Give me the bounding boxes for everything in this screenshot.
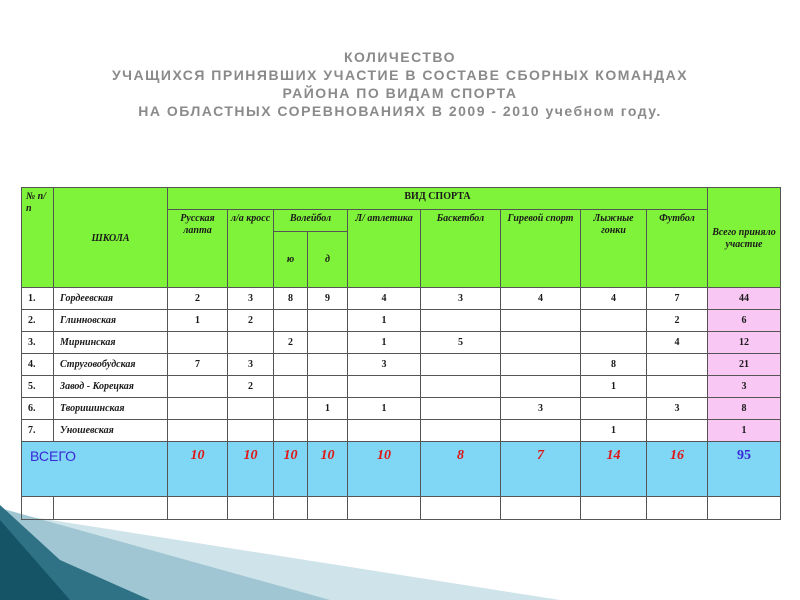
totals-label: ВСЕГО [22,442,168,497]
la-cross [228,332,274,354]
lapta: 7 [168,354,228,376]
row-total: 6 [708,310,781,332]
header-basketball: Баскетбол [421,210,501,288]
basketball [421,310,501,332]
header-lapta: Русская лапта [168,210,228,288]
basketball [421,354,501,376]
weights [501,354,581,376]
header-volley-girls: д [308,232,348,288]
weights [501,332,581,354]
totals-all: 95 [708,442,781,497]
table-row [22,420,781,442]
athletics: 1 [348,310,421,332]
volley-boys [274,354,308,376]
athletics: 1 [348,398,421,420]
volley-girls: 1 [308,398,348,420]
table-row [22,288,781,310]
la-cross: 3 [228,288,274,310]
la-cross: 2 [228,376,274,398]
weights: 4 [501,288,581,310]
table-row [22,398,781,420]
row-num: 6. [22,398,54,420]
volley-boys: 2 [274,332,308,354]
skiing [581,310,647,332]
athletics: 3 [348,354,421,376]
header-num: № п/п [22,188,54,288]
athletics [348,376,421,398]
header-volleyball: Волейбол [274,210,348,232]
totals-athletics: 10 [348,442,421,497]
row-num: 3. [22,332,54,354]
la-cross [228,398,274,420]
weights: 3 [501,398,581,420]
lapta: 1 [168,310,228,332]
athletics: 1 [348,332,421,354]
row-num: 1. [22,288,54,310]
football [647,420,708,442]
table-body [22,288,781,442]
row-total: 44 [708,288,781,310]
lapta [168,420,228,442]
volley-boys [274,398,308,420]
volley-girls [308,420,348,442]
table-row [22,354,781,376]
row-total: 12 [708,332,781,354]
row-num: 2. [22,310,54,332]
table-row [22,310,781,332]
basketball [421,398,501,420]
title-line-1: КОЛИЧЕСТВО [343,49,457,65]
totals-basketball: 8 [421,442,501,497]
totals-lapta: 10 [168,442,228,497]
title-line-2: УЧАЩИХСЯ ПРИНЯВШИХ УЧАСТИЕ В СОСТАВЕ СБОРНЫХ КОМАНДАХ [111,67,689,83]
football: 4 [647,332,708,354]
volley-girls [308,354,348,376]
totals-volley-girls: 10 [308,442,348,497]
weights [501,420,581,442]
totals-row [22,442,781,497]
school-name: Уношевская [54,420,168,442]
volley-boys [274,420,308,442]
header-sport: ВИД СПОРТА [168,188,708,210]
la-cross: 2 [228,310,274,332]
volley-boys [274,376,308,398]
school-name: Мирнинская [54,332,168,354]
football: 3 [647,398,708,420]
empty-row [22,497,781,520]
la-cross [228,420,274,442]
school-name: Творишинская [54,398,168,420]
lapta: 2 [168,288,228,310]
title-line-4: НА ОБЛАСТНЫХ СОРЕВНОВАНИЯХ В 2009 - 2010 учебном году. [138,103,662,119]
football [647,354,708,376]
basketball: 5 [421,332,501,354]
totals-volley-boys: 10 [274,442,308,497]
header-school: ШКОЛА [54,188,168,288]
skiing: 4 [581,288,647,310]
title-line-3: РАЙОНА ПО ВИДАМ СПОРТА [282,85,518,101]
totals-cross: 10 [228,442,274,497]
football: 2 [647,310,708,332]
skiing [581,398,647,420]
football: 7 [647,288,708,310]
volley-girls [308,310,348,332]
school-name: Струговобудская [54,354,168,376]
header-athletics: Л/ атлетика [348,210,421,288]
row-num: 4. [22,354,54,376]
row-total: 1 [708,420,781,442]
table-row [22,332,781,354]
totals-football: 16 [647,442,708,497]
row-num: 5. [22,376,54,398]
school-name: Глинновская [54,310,168,332]
weights [501,376,581,398]
volley-girls [308,376,348,398]
school-name: Гордеевская [54,288,168,310]
athletics [348,420,421,442]
lapta [168,398,228,420]
header-skiing: Лыжные гонки [581,210,647,288]
school-name: Завод - Корецкая [54,376,168,398]
volley-boys: 8 [274,288,308,310]
lapta [168,376,228,398]
row-num: 7. [22,420,54,442]
la-cross: 3 [228,354,274,376]
basketball: 3 [421,288,501,310]
volley-girls [308,332,348,354]
volley-boys [274,310,308,332]
header-football: Футбол [647,210,708,288]
sports-participation-table [21,187,781,520]
slide-title [0,48,800,120]
weights [501,310,581,332]
table-row [22,376,781,398]
header-volley-boys: ю [274,232,308,288]
totals-skiing: 14 [581,442,647,497]
lapta [168,332,228,354]
header-total: Всего приняло участие [708,188,781,288]
row-total: 3 [708,376,781,398]
skiing: 1 [581,376,647,398]
skiing [581,332,647,354]
skiing: 1 [581,420,647,442]
volley-girls: 9 [308,288,348,310]
row-total: 8 [708,398,781,420]
basketball [421,376,501,398]
football [647,376,708,398]
header-weights: Гиревой спорт [501,210,581,288]
header-la-cross: л/а кросс [228,210,274,288]
totals-weights: 7 [501,442,581,497]
row-total: 21 [708,354,781,376]
basketball [421,420,501,442]
athletics: 4 [348,288,421,310]
skiing: 8 [581,354,647,376]
